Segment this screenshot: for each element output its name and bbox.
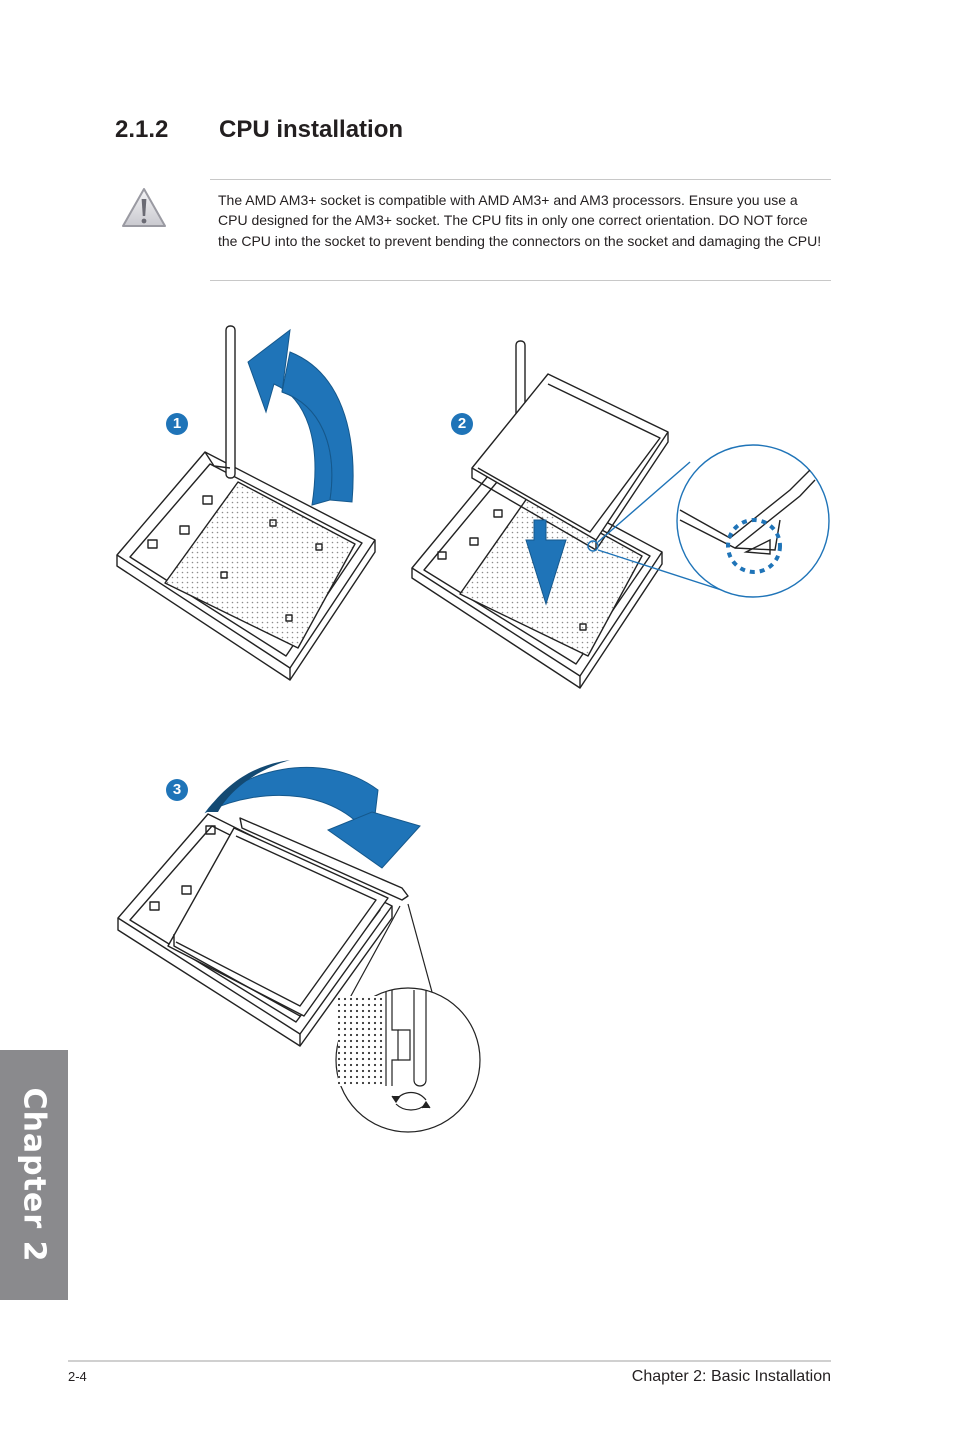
section-title: CPU installation	[219, 116, 404, 143]
page-number: 2-4	[68, 1369, 87, 1384]
step-1-badge: 1	[166, 413, 188, 435]
step1-socket-figure	[117, 326, 375, 680]
section-number: 2.1.2	[115, 116, 169, 143]
warning-text: The AMD AM3+ socket is compatible with AMD AM3+ and AM3 processors. Ensure you use a CPU designed for the AM3+ socket. The CPU fits in only one correct orientation. DO NOT force the CPU into the socket to prevent bending the connectors on the socket and damaging the CPU!	[218, 192, 822, 249]
footer-chapter-title: Chapter 2: Basic Installation	[631, 1368, 831, 1385]
chapter-side-label: Chapter 2	[16, 1087, 52, 1263]
lift-lever-arrow	[248, 330, 353, 505]
step-2-badge: 2	[451, 413, 473, 435]
chapter-side-tab	[0, 1050, 68, 1300]
step-3-badge: 3	[166, 779, 188, 801]
footer-rule	[68, 1360, 831, 1362]
